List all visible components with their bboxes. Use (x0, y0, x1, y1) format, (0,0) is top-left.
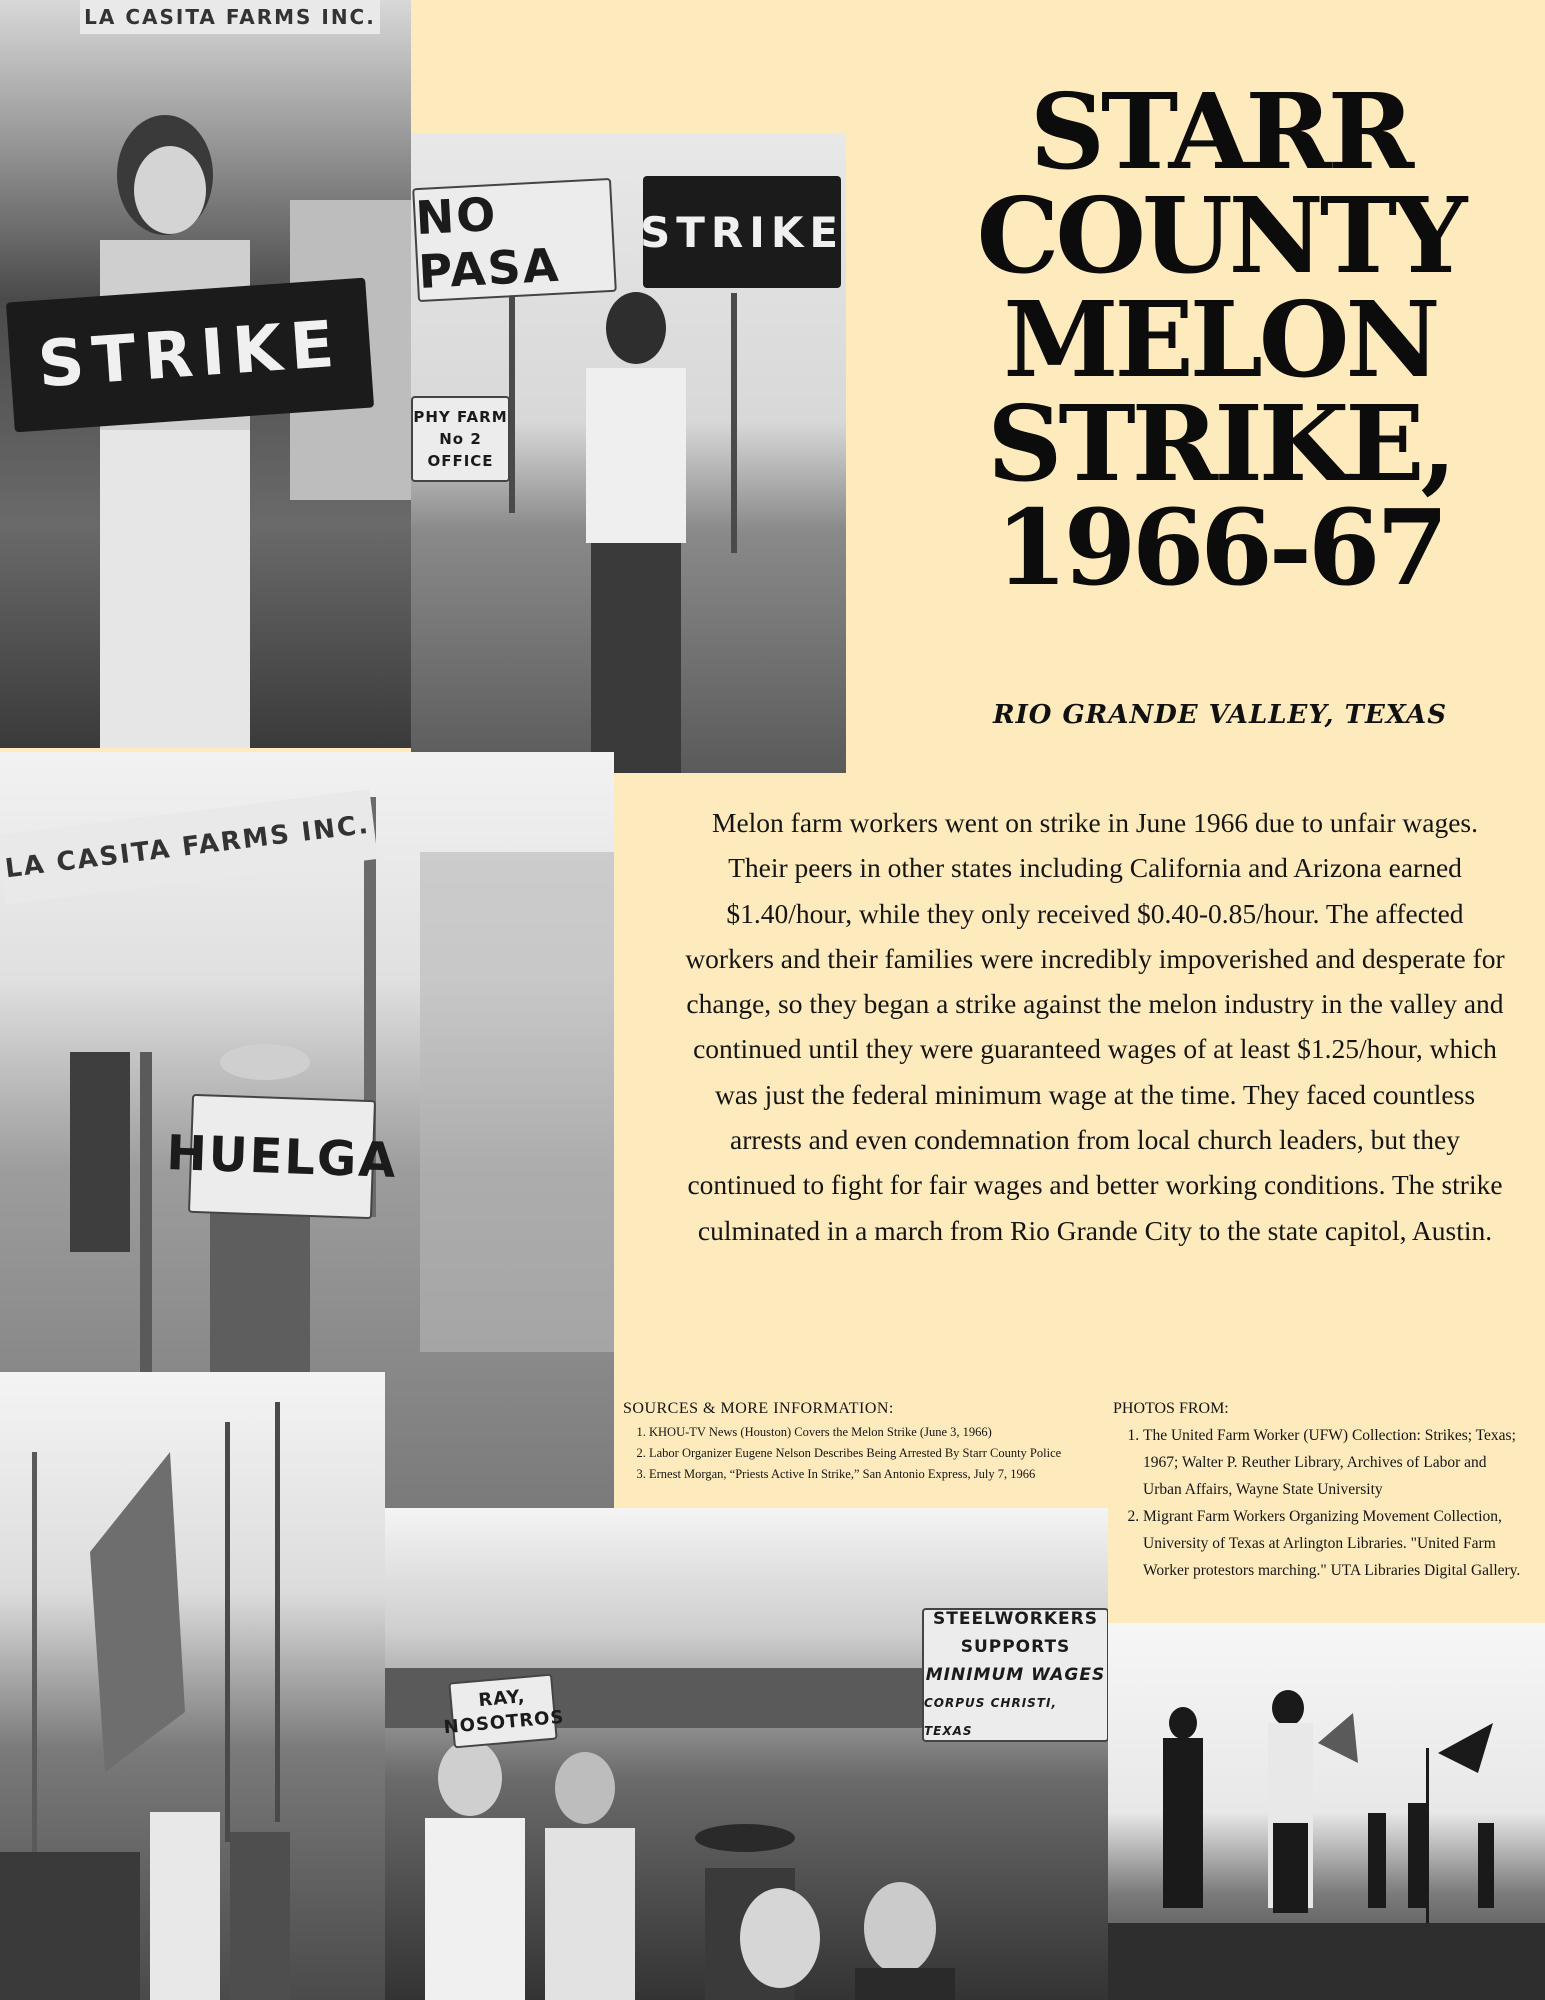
sign-phy-farm-line2: No 2 (439, 430, 482, 448)
title-line-3: MELON (1003, 278, 1437, 401)
photo-marchers-flags (1108, 1623, 1545, 2000)
sources-section (623, 1400, 1118, 1485)
photo-woman-strike-sign (0, 0, 411, 748)
photo-marchers-figures (1108, 1623, 1545, 2000)
page-title (930, 70, 1510, 609)
title-line-4: STRIKE, (987, 382, 1453, 505)
photos-from-list (1113, 1422, 1523, 1584)
photo-credit-item: 2. Migrant Farm Workers Organizing Movement Collection, University of Texas at Arlington Libraries. "United Farm Worker protestors marching." UTA Libraries Digital Gallery. (1143, 1503, 1523, 1584)
sign-phy-farm-line3: OFFICE (427, 452, 494, 470)
sign-ray-line1: RAY, (477, 1686, 527, 1712)
photo-steelworkers-march (385, 1508, 1108, 2000)
sign-steelworkers-line3: MINIMUM WAGES (925, 1665, 1106, 1685)
sign-huelga: HUELGA (188, 1094, 376, 1219)
photos-from-heading: PHOTOS FROM: (1113, 1400, 1229, 1417)
source-item: 2. Labor Organizer Eugene Nelson Describes Being Arrested By Starr County Police (649, 1443, 1118, 1464)
sign-no-pasa: NO PASA (412, 178, 617, 302)
photo-flag-march-figures (0, 1372, 385, 2000)
source-item: 3. Ernest Morgan, “Priests Active In Strike,” San Antonio Express, July 7, 1966 (649, 1464, 1118, 1485)
photo-credit-item: 1. The United Farm Worker (UFW) Collection: Strikes; Texas; 1967; Walter P. Reuther Library, Archives of Labor and Urban Affairs, Wayne State University (1143, 1422, 1523, 1503)
sign-la-casita-top: LA CASITA FARMS INC. (80, 0, 380, 34)
source-item: 1. KHOU-TV News (Houston) Covers the Melon Strike (June 3, 1966) (649, 1422, 1118, 1443)
page-subtitle: RIO GRANDE VALLEY, TEXAS (992, 700, 1447, 730)
photos-from-section (1113, 1400, 1523, 1584)
title-line-5: 1966-67 (995, 486, 1445, 609)
photo-steelworkers-crowd (385, 1508, 1108, 2000)
sign-steelworkers-line2: SUPPORTS (960, 1637, 1071, 1657)
sign-ray-line2: NOSOTROS (442, 1706, 566, 1739)
sign-ray-nosotros (442, 1674, 566, 1749)
sign-steelworkers-line1: STEELWORKERS (933, 1609, 1098, 1629)
sign-phy-farm (411, 396, 510, 482)
title-line-2: COUNTY (976, 174, 1464, 297)
sign-strike-2: STRIKE (643, 176, 841, 288)
photo-flag-march (0, 1372, 385, 2000)
sign-strike-1: STRIKE (6, 278, 374, 433)
photo-boy-no-pasa-signs (411, 133, 846, 773)
sign-steelworkers (922, 1608, 1108, 1742)
sign-la-casita-gate: LA CASITA FARMS INC. (0, 789, 378, 904)
sources-heading: SOURCES & MORE INFORMATION: (623, 1400, 894, 1417)
title-line-1: STARR (1029, 70, 1411, 193)
sign-phy-farm-line1: PHY FARM (413, 408, 508, 426)
sources-list (623, 1422, 1118, 1485)
body-paragraph: Melon farm workers went on strike in June 1966 due to unfair wages. Their peers in other states including California and Arizona earned $1.40/hour, while they only received $0.40-0.85/hour. The affected workers and their families were incredibly impoverished and desperate for change, so they began a strike against the melon industry in the valley and continued until they were guaranteed wages of at least $1.25/hour, which was just the federal minimum wage at the time. They faced countless arrests and even condemnation from local church leaders, but they continued to fight for fair wages and better working conditions. The strike culminated in a march from Rio Grande City to the state capitol, Austin. (685, 807, 1505, 1246)
sign-steelworkers-line4: CORPUS CHRISTI, TEXAS (924, 1696, 1058, 1738)
